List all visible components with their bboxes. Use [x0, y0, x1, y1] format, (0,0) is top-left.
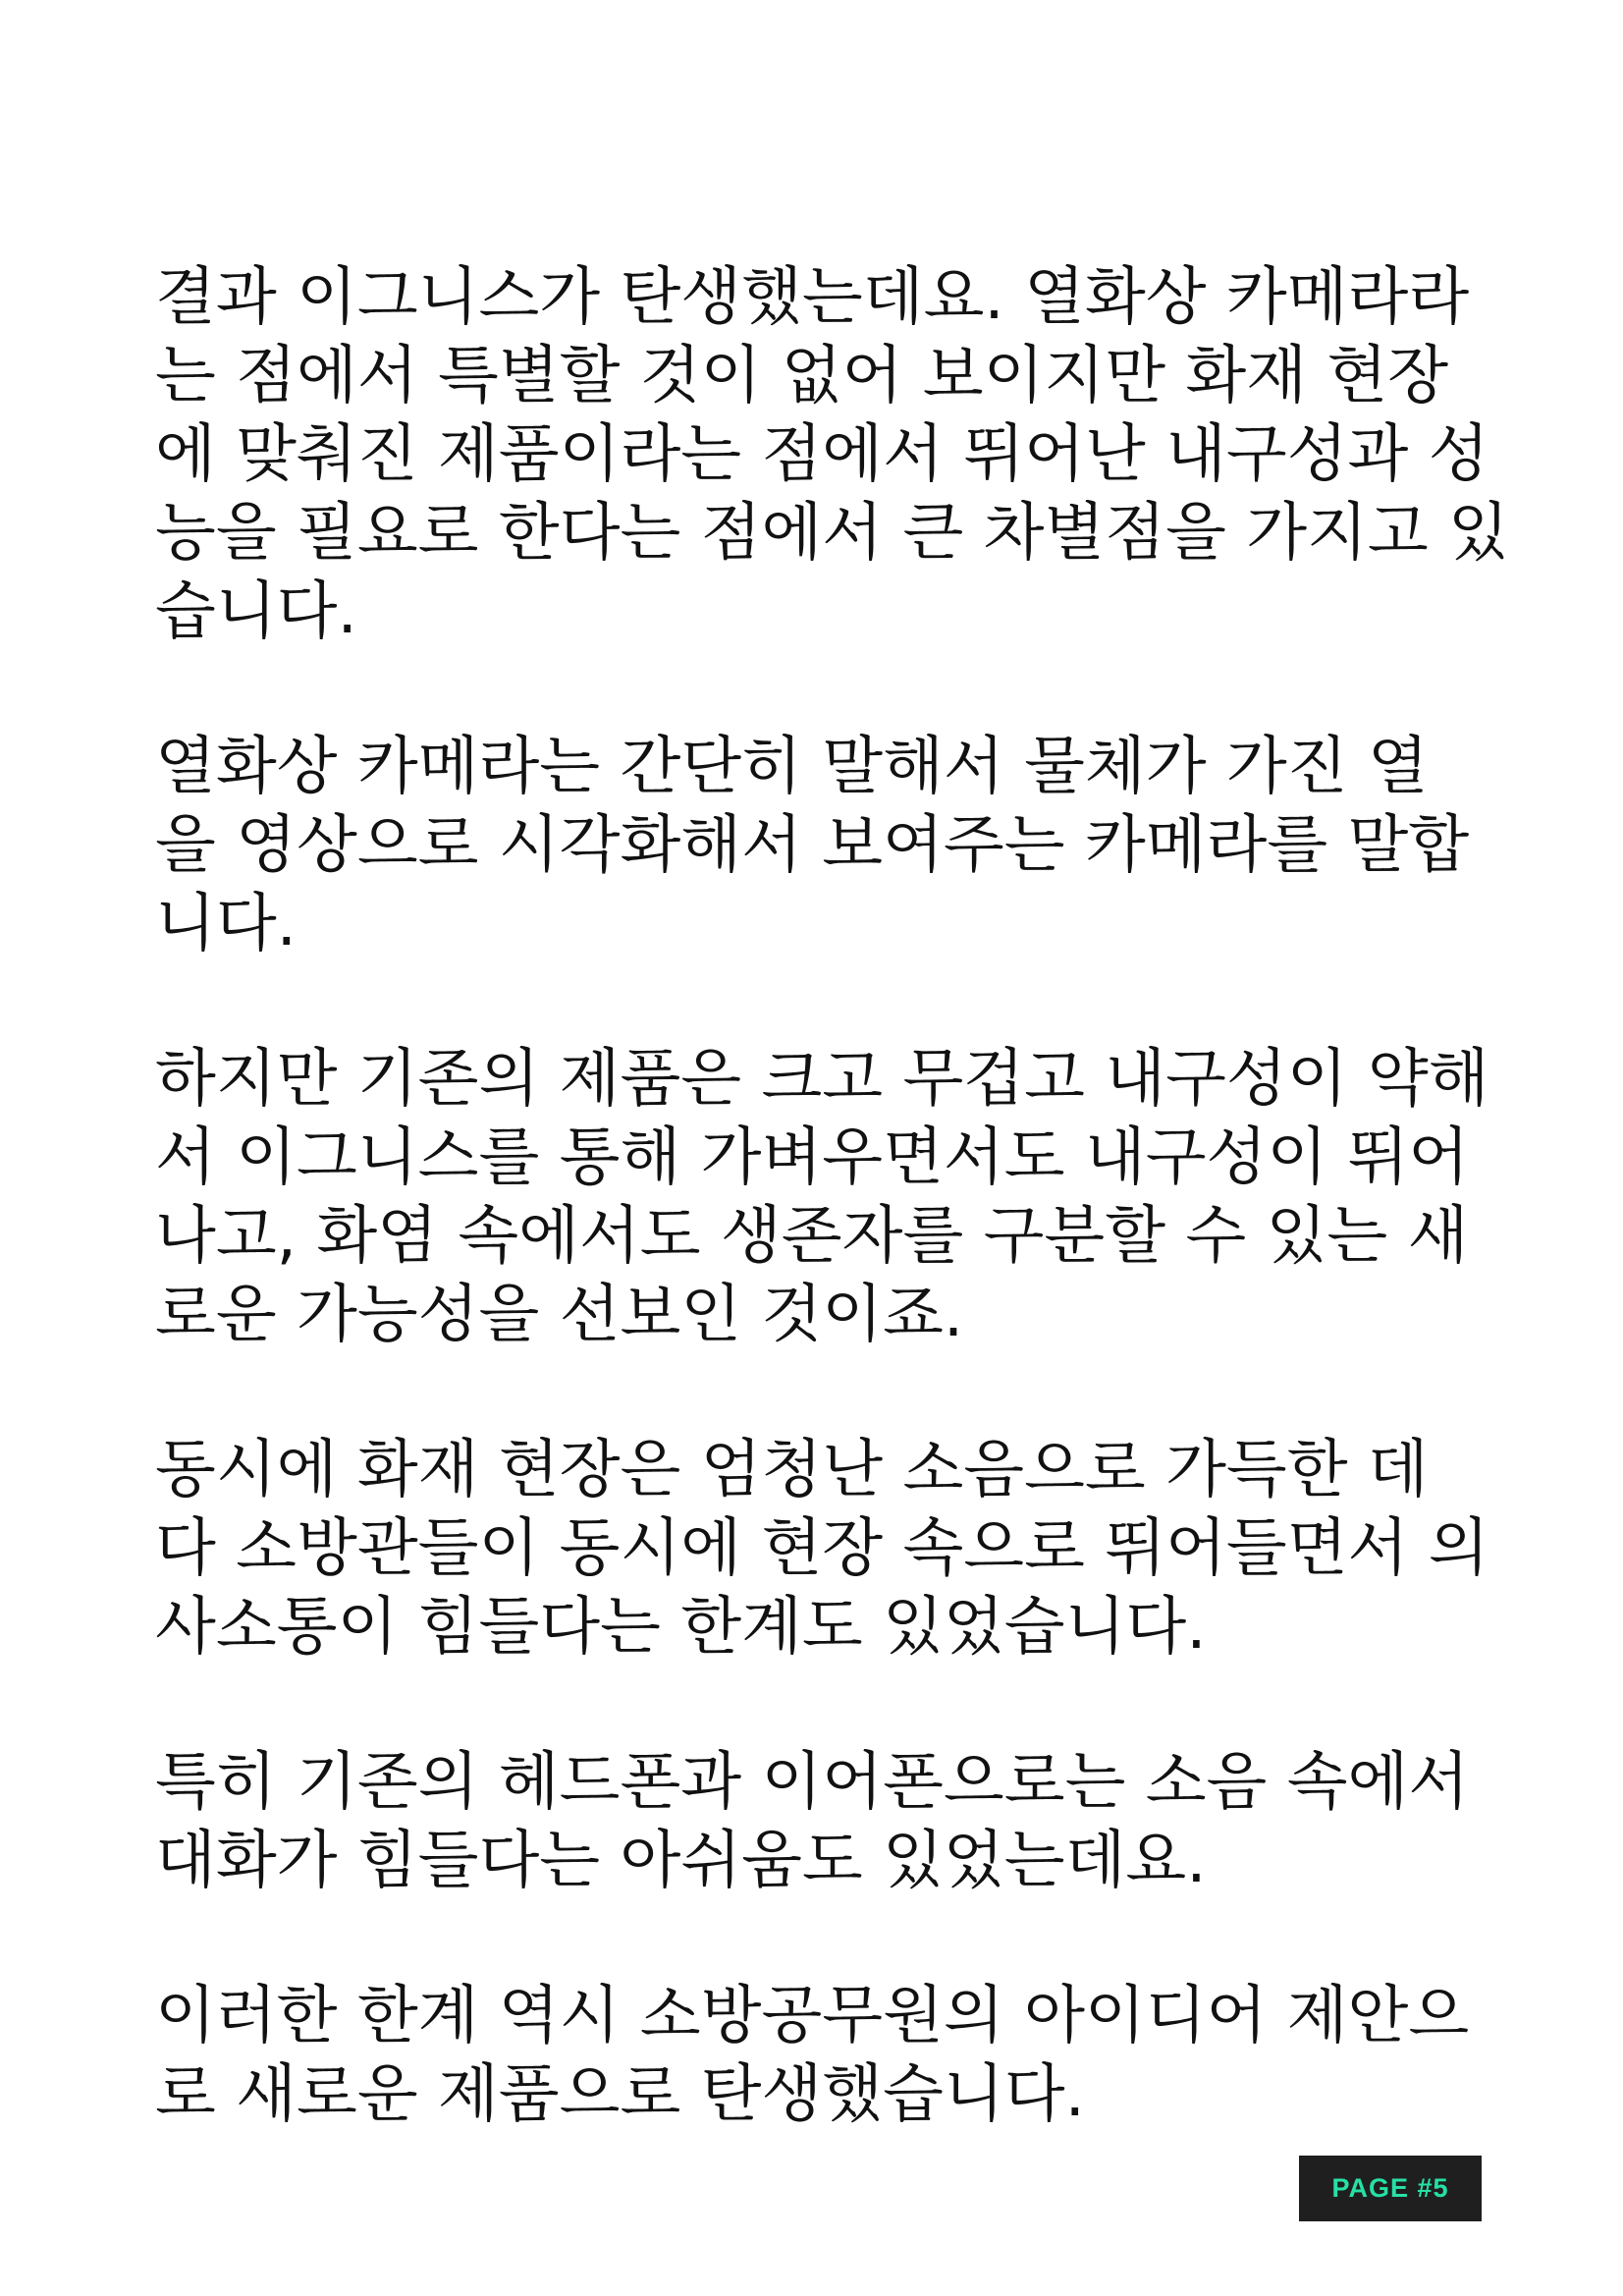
- page-number-badge: [1299, 2156, 1482, 2221]
- text-line: 대화가 힘들다는 아쉬움도 있었는데요.: [155, 1825, 1207, 1897]
- paragraph: [155, 1977, 1490, 2134]
- text-line: 는 점에서 특별할 것이 없어 보이지만 화재 현장: [155, 340, 1449, 412]
- text-line: 동시에 화재 현장은 엄청난 소음으로 가득한 데: [155, 1434, 1429, 1506]
- text-line: 습니다.: [155, 575, 357, 648]
- page-number-label: PAGE #5: [1331, 2173, 1449, 2203]
- paragraph: [155, 258, 1509, 651]
- paragraph: [155, 1743, 1490, 1900]
- text-line: 을 영상으로 시각화해서 보여주는 카메라를 말합: [155, 809, 1470, 882]
- text-line: 사소통이 힘들다는 한계도 있었습니다.: [155, 1591, 1207, 1664]
- text-line: 결과 이그니스가 탄생했는데요. 열화상 카메라라: [155, 261, 1470, 334]
- text-line: 하지만 기존의 제품은 크고 무겁고 내구성이 약해: [155, 1043, 1489, 1116]
- text-line: 나고, 화염 속에서도 생존자를 구분할 수 있는 새: [155, 1200, 1469, 1273]
- article-body: [155, 258, 1509, 2211]
- text-line: 서 이그니스를 통해 가벼우면서도 내구성이 뛰어: [155, 1121, 1470, 1194]
- text-line: 이러한 한계 역시 소방공무원의 아이디어 제안으: [155, 1980, 1470, 2052]
- text-line: 다 소방관들이 동시에 현장 속으로 뛰어들면서 의: [155, 1512, 1489, 1585]
- text-line: 로운 가능성을 선보인 것이죠.: [155, 1279, 964, 1351]
- paragraph: [155, 1040, 1490, 1354]
- paragraph: [155, 728, 1490, 963]
- text-line: 열화상 카메라는 간단히 말해서 물체가 가진 열: [155, 731, 1429, 803]
- text-line: 니다.: [155, 888, 297, 960]
- text-line: 능을 필요로 한다는 점에서 큰 차별점을 가지고 있: [155, 497, 1509, 570]
- paragraph: [155, 1431, 1490, 1667]
- text-line: 에 맞춰진 제품이라는 점에서 뛰어난 내구성과 성: [155, 418, 1489, 491]
- text-line: 로 새로운 제품으로 탄생했습니다.: [155, 2058, 1085, 2131]
- text-line: 특히 기존의 헤드폰과 이어폰으로는 소음 속에서: [155, 1746, 1470, 1819]
